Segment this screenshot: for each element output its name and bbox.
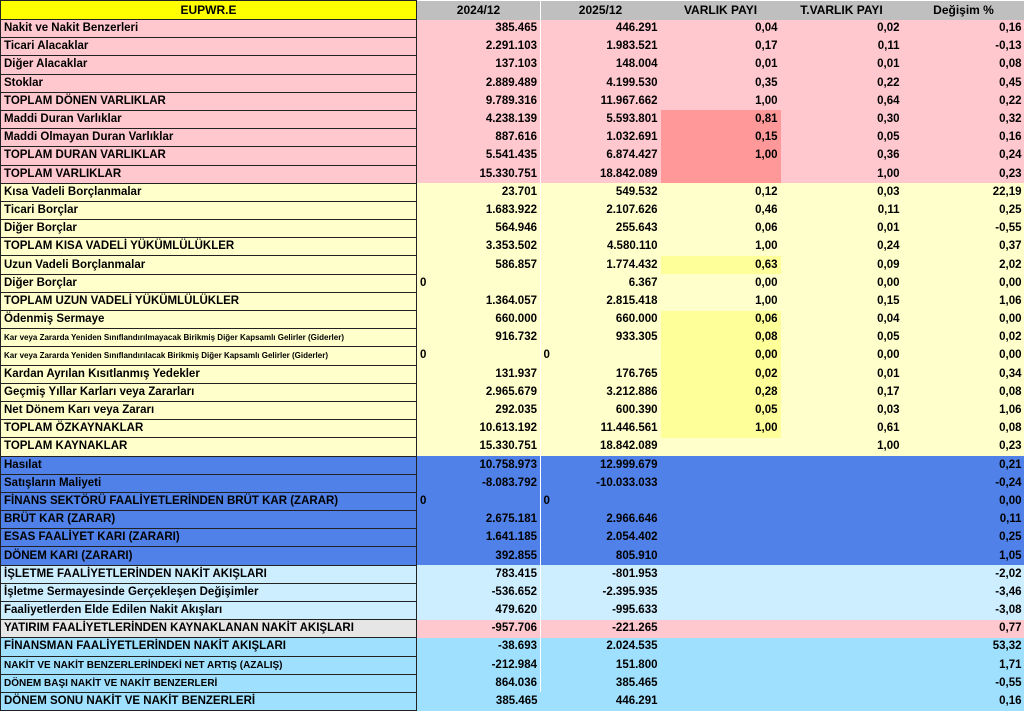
t-varlik-payi[interactable] (781, 492, 903, 510)
row-label[interactable]: TOPLAM UZUN VADELİ YÜKÜMLÜLÜKLER (1, 292, 417, 310)
t-varlik-payi[interactable]: 0,36 (877, 149, 900, 162)
varlik-payi[interactable]: 1,00 (755, 240, 778, 253)
value-2024[interactable]: -212.984 (491, 658, 537, 671)
t-varlik-payi[interactable]: 0,05 (877, 131, 900, 144)
row-label[interactable]: Ticari Alacaklar (1, 38, 417, 56)
value-2024[interactable]: 2.889.489 (485, 76, 537, 89)
degisim[interactable]: 0,02 (999, 331, 1022, 344)
varlik-payi[interactable] (661, 547, 781, 565)
t-varlik-payi[interactable]: 0,22 (877, 76, 900, 89)
degisim[interactable]: -0,13 (995, 40, 1022, 53)
value-2024[interactable]: 0 (420, 349, 427, 362)
table-row (1, 347, 1024, 365)
row-label[interactable]: Ticari Borçlar (1, 201, 417, 219)
value-2024[interactable]: -957.706 (491, 622, 537, 635)
value-2025[interactable]: 2.815.418 (606, 294, 658, 307)
row-label[interactable]: DÖNEM BAŞI NAKİT VE NAKİT BENZERLERİ (1, 674, 417, 692)
value-2025[interactable]: 4.580.110 (606, 240, 658, 253)
value-2024[interactable]: 392.855 (495, 549, 537, 562)
value-2025[interactable]: 660.000 (615, 313, 658, 326)
value-2025[interactable]: 18.842.089 (599, 440, 658, 453)
value-2024[interactable]: 564.946 (495, 222, 537, 235)
degisim[interactable]: 0,77 (999, 622, 1022, 635)
table-row (1, 656, 1024, 674)
value-2024[interactable]: 9.789.316 (485, 94, 537, 107)
t-varlik-payi[interactable]: 0,00 (877, 349, 900, 362)
t-varlik-payi[interactable]: 0,24 (877, 240, 900, 253)
value-2025[interactable]: -801.953 (612, 567, 658, 580)
value-2024[interactable]: 1.364.057 (485, 294, 537, 307)
degisim[interactable]: 0,11 (999, 513, 1022, 526)
table-row (1, 165, 1024, 183)
varlik-payi[interactable]: 0,12 (755, 185, 778, 198)
row-label[interactable]: TOPLAM ÖZKAYNAKLAR (1, 420, 417, 438)
degisim[interactable]: 0,23 (999, 167, 1022, 180)
value-2025[interactable]: 18.842.089 (599, 167, 658, 180)
value-2025[interactable]: 2.024.535 (606, 640, 658, 653)
varlik-payi[interactable]: 1,00 (661, 420, 781, 438)
table-row (1, 420, 1024, 438)
varlik-payi[interactable] (661, 474, 781, 492)
table-row (1, 365, 1024, 383)
value-2024[interactable]: 2.965.679 (485, 385, 537, 398)
table-row (1, 92, 1024, 110)
value-2025[interactable]: 5.593.801 (606, 113, 658, 126)
row-label[interactable]: BRÜT KAR (ZARAR) (1, 511, 417, 529)
t-varlik-payi[interactable]: 1,00 (877, 440, 900, 453)
value-2024[interactable]: 783.415 (495, 567, 537, 580)
row-label[interactable]: Kar veya Zararda Yeniden Sınıflandırılacak Birikmiş Diğer Kapsamlı Gelirler (Giderler) (1, 347, 417, 365)
degisim[interactable]: 0,21 (999, 458, 1022, 471)
row-label[interactable]: Diğer Borçlar (1, 274, 417, 292)
t-varlik-payi[interactable]: 0,05 (877, 331, 900, 344)
value-2024[interactable]: 0 (420, 494, 427, 507)
value-2024[interactable]: 2.291.103 (485, 40, 537, 53)
value-2024[interactable]: 3.353.502 (485, 240, 537, 253)
t-varlik-payi[interactable] (781, 583, 903, 601)
varlik-payi[interactable] (661, 692, 781, 710)
t-varlik-payi[interactable]: 0,11 (877, 203, 900, 216)
degisim[interactable]: 0,16 (999, 22, 1022, 35)
row-label[interactable]: YATIRIM FAALİYETLERİNDEN KAYNAKLANAN NAKİT AKIŞLARI (1, 620, 417, 638)
value-2025[interactable]: 0 (543, 494, 550, 507)
table-row (1, 692, 1024, 710)
value-2025[interactable]: 0 (543, 349, 550, 362)
varlik-payi[interactable] (661, 638, 781, 656)
value-2025[interactable]: 4.199.530 (606, 76, 658, 89)
degisim[interactable]: 0,16 (999, 695, 1022, 708)
row-label[interactable]: İşletme Sermayesinde Gerçekleşen Değişimler (1, 583, 417, 601)
t-varlik-payi[interactable]: 0,09 (877, 258, 900, 271)
t-varlik-payi[interactable]: 0,64 (877, 94, 900, 107)
value-2025[interactable]: 6.874.427 (606, 149, 658, 162)
degisim[interactable]: 0,08 (999, 422, 1022, 435)
value-2024[interactable]: 660.000 (495, 313, 537, 326)
t-varlik-payi[interactable] (781, 529, 903, 547)
degisim[interactable]: 0,00 (999, 313, 1022, 326)
row-label[interactable]: Diğer Borçlar (1, 220, 417, 238)
degisim[interactable]: 0,34 (999, 367, 1022, 380)
row-label[interactable]: TOPLAM DURAN VARLIKLAR (1, 147, 417, 165)
value-2024[interactable]: 887.616 (495, 131, 537, 144)
table-row (1, 492, 1024, 510)
value-2025[interactable]: 446.291 (615, 695, 658, 708)
t-varlik-payi[interactable] (781, 692, 903, 710)
degisim[interactable]: 1,05 (999, 549, 1022, 562)
varlik-payi[interactable]: 0,81 (661, 110, 781, 128)
value-2024[interactable]: 385.465 (495, 22, 537, 35)
table-row (1, 511, 1024, 529)
degisim[interactable]: -3,08 (995, 604, 1022, 617)
varlik-payi[interactable] (661, 583, 781, 601)
table-row (1, 20, 1024, 38)
degisim[interactable]: 1,06 (999, 294, 1022, 307)
value-2024[interactable]: 479.620 (495, 604, 537, 617)
value-2025[interactable]: -221.265 (612, 622, 658, 635)
value-2025[interactable]: -995.633 (612, 604, 658, 617)
value-2025[interactable]: 933.305 (615, 331, 658, 344)
t-varlik-payi[interactable] (781, 511, 903, 529)
varlik-payi[interactable]: 1,00 (755, 94, 778, 107)
varlik-payi[interactable] (661, 529, 781, 547)
degisim[interactable]: -0,24 (995, 476, 1022, 489)
table-row (1, 201, 1024, 219)
table-row (1, 220, 1024, 238)
t-varlik-payi[interactable] (781, 674, 903, 692)
value-2024[interactable]: 5.541.435 (485, 149, 537, 162)
t-varlik-payi[interactable]: 0,04 (877, 313, 900, 326)
varlik-payi[interactable] (661, 602, 781, 620)
t-varlik-payi[interactable] (781, 656, 903, 674)
table-row (1, 110, 1024, 128)
value-2024[interactable]: 385.465 (495, 695, 538, 708)
col-header-2025[interactable]: 2025/12 (541, 1, 661, 20)
row-label[interactable]: Nakit ve Nakit Benzerleri (1, 20, 417, 38)
row-label[interactable]: TOPLAM KAYNAKLAR (1, 438, 417, 456)
t-varlik-payi[interactable]: 0,02 (877, 22, 900, 35)
value-2025[interactable]: 11.446.561 (600, 422, 658, 435)
row-label[interactable]: Maddi Duran Varlıklar (1, 110, 417, 128)
varlik-payi[interactable] (661, 565, 781, 583)
table-row (1, 238, 1024, 256)
t-varlik-payi[interactable] (781, 602, 903, 620)
varlik-payi[interactable]: 1,00 (755, 294, 778, 307)
row-label[interactable]: Kısa Vadeli Borçlanmalar (1, 183, 417, 201)
degisim[interactable]: 22,19 (992, 185, 1022, 198)
degisim[interactable]: 0,08 (999, 385, 1022, 398)
table-body (1, 20, 1024, 711)
t-varlik-payi[interactable]: 1,00 (877, 167, 900, 180)
degisim[interactable]: 0,22 (999, 94, 1022, 107)
value-2025[interactable]: 6.367 (628, 276, 658, 289)
row-label[interactable]: Uzun Vadeli Borçlanmalar (1, 256, 417, 274)
t-varlik-payi[interactable] (781, 638, 903, 656)
value-2025[interactable]: 805.910 (615, 549, 658, 562)
degisim[interactable]: 2,02 (999, 258, 1022, 271)
table-row (1, 565, 1024, 583)
row-label[interactable]: Diğer Alacaklar (1, 56, 417, 74)
table-row (1, 274, 1024, 292)
value-2024[interactable]: 15.330.751 (479, 440, 537, 453)
value-2024[interactable]: 292.035 (495, 404, 537, 417)
table-row (1, 401, 1024, 419)
value-2025[interactable]: 600.390 (615, 404, 658, 417)
table-row (1, 256, 1024, 274)
varlik-payi[interactable] (661, 492, 781, 510)
value-2025[interactable]: 549.532 (615, 185, 658, 198)
degisim[interactable]: 0,00 (999, 276, 1022, 289)
degisim[interactable]: 0,45 (999, 76, 1022, 89)
value-2025[interactable]: -2.395.935 (602, 585, 658, 598)
varlik-payi[interactable]: 0,17 (755, 40, 778, 53)
degisim[interactable]: 53,32 (992, 640, 1022, 653)
value-2025[interactable]: 1.032.691 (606, 131, 658, 144)
value-2025[interactable]: 2.107.626 (606, 203, 658, 216)
t-varlik-payi[interactable]: 0,17 (877, 385, 900, 398)
varlik-payi[interactable]: 0,00 (661, 347, 781, 365)
varlik-payi[interactable] (661, 620, 781, 638)
varlik-payi[interactable]: 0,06 (755, 222, 778, 235)
value-2024[interactable]: 137.103 (495, 58, 537, 71)
varlik-payi[interactable]: 0,15 (661, 129, 781, 147)
table-row (1, 638, 1024, 656)
value-2025[interactable]: 446.291 (615, 22, 658, 35)
row-label[interactable]: Hasılat (1, 456, 417, 474)
row-label[interactable]: NAKİT VE NAKİT BENZERLERİNDEKİ NET ARTIŞ (AZALIŞ) (1, 656, 417, 674)
table-row (1, 474, 1024, 492)
degisim[interactable]: 0,00 (999, 349, 1022, 362)
value-2024[interactable]: -536.652 (491, 585, 537, 598)
table-row (1, 183, 1024, 201)
value-2025[interactable]: 255.643 (615, 222, 658, 235)
row-label[interactable]: TOPLAM VARLIKLAR (1, 165, 417, 183)
degisim[interactable]: 1,06 (999, 404, 1022, 417)
row-label[interactable]: Kardan Ayrılan Kısıtlanmış Yedekler (1, 365, 417, 383)
varlik-payi[interactable]: 0,01 (755, 58, 778, 71)
degisim[interactable]: 0,25 (999, 203, 1022, 216)
value-2025[interactable]: 2.054.402 (606, 531, 658, 544)
varlik-payi[interactable]: 0,05 (661, 401, 781, 419)
degisim[interactable]: -3,46 (995, 585, 1022, 598)
table-row (1, 147, 1024, 165)
t-varlik-payi[interactable]: 0,03 (877, 404, 900, 417)
row-label[interactable]: Geçmiş Yıllar Karları veya Zararları (1, 383, 417, 401)
value-2025[interactable]: 176.765 (615, 367, 658, 380)
degisim[interactable]: 0,00 (999, 494, 1022, 507)
row-label[interactable]: DÖNEM KARI (ZARARI) (1, 547, 417, 565)
degisim[interactable]: -2,02 (995, 567, 1022, 580)
varlik-payi[interactable]: 0,28 (661, 383, 781, 401)
table-row (1, 329, 1024, 347)
row-label[interactable]: FİNANS SEKTÖRÜ FAALİYETLERİNDEN BRÜT KAR (ZARAR) (1, 492, 417, 510)
table-row (1, 38, 1024, 56)
varlik-payi[interactable] (661, 438, 781, 456)
value-2025[interactable]: 2.966.646 (606, 513, 658, 526)
col-header-varlik-payi[interactable]: VARLIK PAYI (661, 1, 781, 20)
value-2025[interactable]: 1.983.521 (606, 40, 658, 53)
varlik-payi[interactable]: 0,06 (661, 311, 781, 329)
row-label[interactable]: Kar veya Zararda Yeniden Sınıflandırılmayacak Birikmiş Diğer Kapsamlı Gelirler (Giderler) (1, 329, 417, 347)
t-varlik-payi[interactable] (781, 547, 903, 565)
row-label[interactable]: TOPLAM KISA VADELİ YÜKÜMLÜLÜKLER (1, 238, 417, 256)
value-2024[interactable]: 10.613.192 (479, 422, 537, 435)
value-2024[interactable]: -8.083.792 (482, 476, 537, 489)
varlik-payi[interactable]: 1,00 (661, 147, 781, 165)
value-2024[interactable]: 23.701 (501, 185, 537, 198)
col-header-2024[interactable]: 2024/12 (417, 1, 541, 20)
header-row (1, 1, 1024, 20)
t-varlik-payi[interactable]: 0,61 (877, 422, 900, 435)
value-2024[interactable]: 131.937 (495, 367, 537, 380)
value-2024[interactable]: 2.675.181 (485, 513, 537, 526)
varlik-payi[interactable]: 0,63 (661, 256, 781, 274)
row-label[interactable]: DÖNEM SONU NAKİT VE NAKİT BENZERLERİ (1, 692, 417, 710)
row-label[interactable]: Faaliyetlerden Elde Edilen Nakit Akışları (1, 602, 417, 620)
degisim[interactable]: 0,32 (999, 113, 1022, 126)
t-varlik-payi[interactable]: 0,11 (877, 40, 900, 53)
varlik-payi[interactable]: 0,02 (661, 365, 781, 383)
value-2024[interactable]: 1.683.922 (485, 203, 537, 216)
table-row (1, 547, 1024, 565)
varlik-payi[interactable] (661, 656, 781, 674)
table-row (1, 383, 1024, 401)
ticker-cell[interactable]: EUPWR.E (1, 1, 417, 20)
value-2024[interactable]: 864.036 (495, 676, 537, 689)
table-row (1, 602, 1024, 620)
row-label[interactable]: İŞLETME FAALİYETLERİNDEN NAKİT AKIŞLARI (1, 565, 417, 583)
value-2024[interactable]: 15.330.751 (479, 167, 537, 180)
degisim[interactable]: -0,55 (995, 222, 1022, 235)
varlik-payi[interactable] (661, 165, 781, 183)
t-varlik-payi[interactable] (781, 474, 903, 492)
t-varlik-payi[interactable]: 0,01 (877, 58, 900, 71)
degisim[interactable]: 0,37 (999, 240, 1022, 253)
value-2024[interactable]: 1.641.185 (485, 531, 537, 544)
table-row (1, 311, 1024, 329)
row-label[interactable]: Maddi Olmayan Duran Varlıklar (1, 129, 417, 147)
value-2025[interactable]: 151.800 (615, 658, 658, 671)
degisim[interactable]: 0,25 (999, 531, 1022, 544)
t-varlik-payi[interactable]: 0,15 (877, 294, 900, 307)
value-2024[interactable]: 10.758.973 (479, 458, 537, 471)
degisim[interactable]: 0,24 (999, 149, 1022, 162)
table-row (1, 583, 1024, 601)
degisim[interactable]: -0,55 (995, 676, 1022, 689)
degisim[interactable]: 0,16 (999, 131, 1022, 144)
varlik-payi[interactable] (661, 511, 781, 529)
table-row (1, 292, 1024, 310)
t-varlik-payi[interactable]: 0,00 (877, 276, 900, 289)
value-2024[interactable]: 586.857 (495, 258, 537, 271)
degisim[interactable]: 0,23 (999, 440, 1022, 453)
varlik-payi[interactable]: 0,04 (755, 22, 778, 35)
table-row (1, 529, 1024, 547)
t-varlik-payi[interactable]: 0,30 (877, 113, 900, 126)
row-label[interactable]: Satışların Maliyeti (1, 474, 417, 492)
row-label[interactable]: FİNANSMAN FAALİYETLERİNDEN NAKİT AKIŞLARI (1, 638, 417, 656)
value-2025[interactable]: 385.465 (615, 676, 658, 689)
row-label[interactable]: ESAS FAALİYET KARI (ZARARI) (1, 529, 417, 547)
degisim[interactable]: 0,08 (999, 58, 1022, 71)
value-2025[interactable]: 3.212.886 (606, 385, 658, 398)
table-row (1, 620, 1024, 638)
varlik-payi[interactable]: 0,00 (755, 276, 778, 289)
varlik-payi[interactable]: 0,46 (755, 203, 778, 216)
row-label[interactable]: Stoklar (1, 74, 417, 92)
row-label[interactable]: Net Dönem Karı veya Zararı (1, 401, 417, 419)
row-label[interactable]: Ödenmiş Sermaye (1, 311, 417, 329)
value-2024[interactable]: 0 (420, 276, 427, 289)
t-varlik-payi[interactable] (781, 565, 903, 583)
value-2024[interactable]: 4.238.139 (485, 113, 537, 126)
varlik-payi[interactable] (661, 456, 781, 474)
col-header-degisim[interactable]: Değişim % (903, 1, 1024, 20)
col-header-t-varlik-payi[interactable]: T.VARLIK PAYI (781, 1, 903, 20)
row-label[interactable]: TOPLAM DÖNEN VARLIKLAR (1, 92, 417, 110)
varlik-payi[interactable] (661, 674, 781, 692)
t-varlik-payi[interactable]: 0,03 (877, 185, 900, 198)
value-2025[interactable]: 148.004 (615, 58, 658, 71)
value-2025[interactable]: 12.999.679 (599, 458, 658, 471)
degisim[interactable]: 1,71 (999, 658, 1022, 671)
value-2024[interactable]: -38.693 (497, 640, 537, 653)
value-2025[interactable]: 11.967.662 (600, 94, 658, 107)
table-row (1, 129, 1024, 147)
t-varlik-payi[interactable]: 0,01 (877, 367, 900, 380)
value-2024[interactable]: 916.732 (495, 331, 537, 344)
value-2025[interactable]: 1.774.432 (606, 258, 658, 271)
t-varlik-payi[interactable] (781, 620, 903, 638)
varlik-payi[interactable]: 0,35 (755, 76, 778, 89)
t-varlik-payi[interactable]: 0,01 (877, 222, 900, 235)
table-row (1, 674, 1024, 692)
table-row (1, 56, 1024, 74)
table-row (1, 438, 1024, 456)
t-varlik-payi[interactable] (781, 456, 903, 474)
value-2025[interactable]: -10.033.033 (596, 476, 658, 489)
table-row (1, 74, 1024, 92)
table-row (1, 456, 1024, 474)
varlik-payi[interactable]: 0,08 (661, 329, 781, 347)
